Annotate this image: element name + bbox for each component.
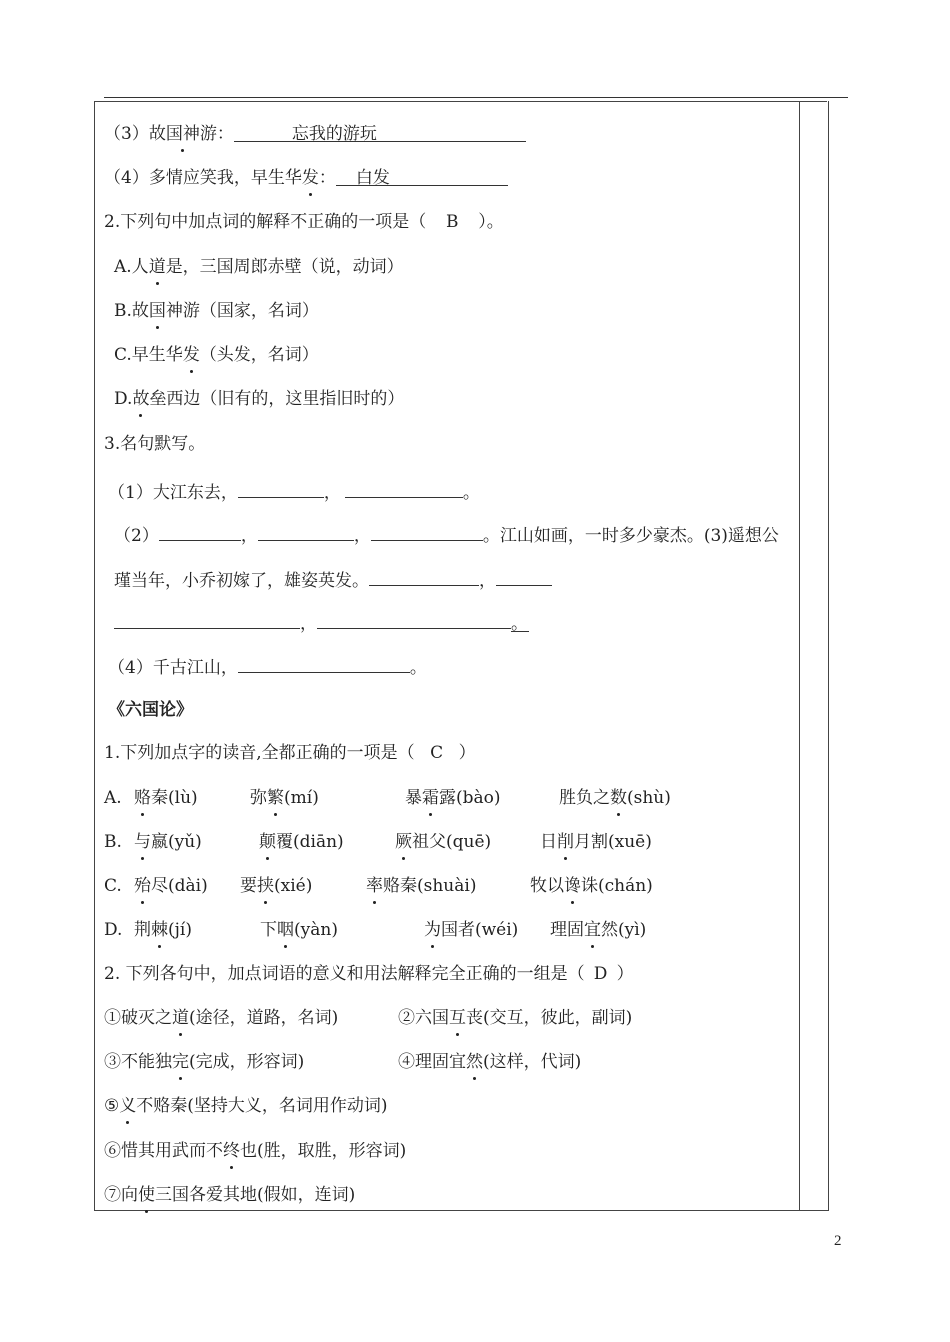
q2-option-b: B.故国神游（国家，名词） <box>114 301 319 321</box>
lg-q2-item: ④理固宜然(这样，代词) <box>398 1052 582 1072</box>
lg-q2-row-5: ⑦向使三国各爱其地(假如，连词) <box>104 1185 356 1205</box>
fill-blank <box>345 478 463 498</box>
lg-q2-row-3: ⑤义不赂秦(坚持大义，名词用作动词) <box>104 1096 388 1116</box>
q2-answer: B <box>445 212 459 232</box>
header-rule <box>104 97 848 98</box>
dotted-word: 发 <box>182 345 200 365</box>
lg-q2-item: ②六国互丧(交互，彼此，副词) <box>398 1008 633 1028</box>
reading-item: 牧以谗诛(chán) <box>530 876 653 896</box>
q1-item-4: （4）多情应笑我，早生华发： 白发 <box>104 166 508 190</box>
q3-item-3-line: ， 。 <box>114 609 529 636</box>
q2-option-c: C.早生华发（头发，名词） <box>114 345 319 365</box>
lg-q2-item: ③不能独完(完成，形容词) <box>104 1052 305 1072</box>
reading-item: 率赂秦(shuài) <box>366 876 477 896</box>
answer-blank <box>336 166 508 186</box>
reading-item: 胜负之数(shù) <box>559 788 671 808</box>
reading-item: 殆尽(dài) <box>134 876 208 896</box>
reading-item: 厥祖父(quē) <box>395 832 492 852</box>
lg-q2-item: ①破灭之道(途径，道路，名词) <box>104 1008 339 1028</box>
reading-item: 赂秦(lù) <box>134 788 198 808</box>
reading-item: 暴霜露(bào) <box>405 788 501 808</box>
fill-blank <box>369 566 479 586</box>
fill-blank <box>258 521 354 541</box>
q3-item-3: 瑾当年，小乔初嫁了，雄姿英发。 ， <box>114 566 552 593</box>
dotted-word: 国 <box>148 301 166 321</box>
table-column-divider <box>799 101 800 1210</box>
dotted-word: 故国神游 <box>148 124 217 144</box>
reading-item: 与嬴(yǔ) <box>134 832 202 852</box>
fill-blank: 。 <box>511 614 528 634</box>
lg-q2-stem: 2. 下列各句中，加点词语的意义和用法解释完全正确的一组是（ D ） <box>104 964 634 984</box>
lg-q2-answer: D <box>593 964 608 984</box>
answer-text: 白发 <box>355 168 390 188</box>
reading-item: 荆棘(jí) <box>134 920 192 940</box>
fill-blank <box>238 653 410 673</box>
q3-item-4: （4）千古江山， 。 <box>108 653 427 680</box>
page-number: 2 <box>834 1233 842 1249</box>
dotted-word: 发 <box>301 168 319 188</box>
reading-item: 理固宜然(yì) <box>550 920 647 940</box>
fill-blank <box>371 521 483 541</box>
reading-item: 颠覆(diān) <box>259 832 344 852</box>
reading-item: 日削月割(xuē) <box>540 832 652 852</box>
dotted-word: 故 <box>132 389 150 409</box>
fill-blank <box>159 521 241 541</box>
dotted-word: 道 <box>148 257 166 277</box>
reading-item: 弥繁(mí) <box>250 788 319 808</box>
fill-blank <box>114 609 300 629</box>
reading-item: 下咽(yàn) <box>260 920 338 940</box>
lg-q1-answer: C <box>430 743 444 763</box>
q2-option-a: A.人道是，三国周郎赤壁（说，动词） <box>114 257 404 277</box>
q1-item-3: （3）故国神游： 忘我的游玩 <box>104 122 526 146</box>
q3-item-2: （2） ， ， 。江山如画，一时多少豪杰。(3)遥想公 <box>114 521 779 548</box>
fill-blank <box>238 478 324 498</box>
reading-item: 要挟(xié) <box>240 876 313 896</box>
lg-q2-row-4: ⑥惜其用武而不终也(胜，取胜，形容词) <box>104 1141 407 1161</box>
q2-option-d: D.故垒西边（旧有的，这里指旧时的） <box>114 389 405 409</box>
q3-item-1: （1）大江东去， ， 。 <box>108 478 480 505</box>
answer-text: 忘我的游玩 <box>291 124 377 144</box>
answer-blank <box>234 122 526 142</box>
reading-item: 为国者(wéi) <box>424 920 519 940</box>
q2-stem: 2.下列句中加点词的解释不正确的一项是（ B ）。 <box>104 212 504 232</box>
lg-q1-stem: 1.下列加点字的读音,全都正确的一项是（ C ） <box>104 743 476 763</box>
fill-blank <box>496 566 552 586</box>
fill-blank <box>317 609 511 629</box>
q3-title: 3.名句默写。 <box>104 434 206 454</box>
section-title: 《六国论》 <box>108 700 193 720</box>
